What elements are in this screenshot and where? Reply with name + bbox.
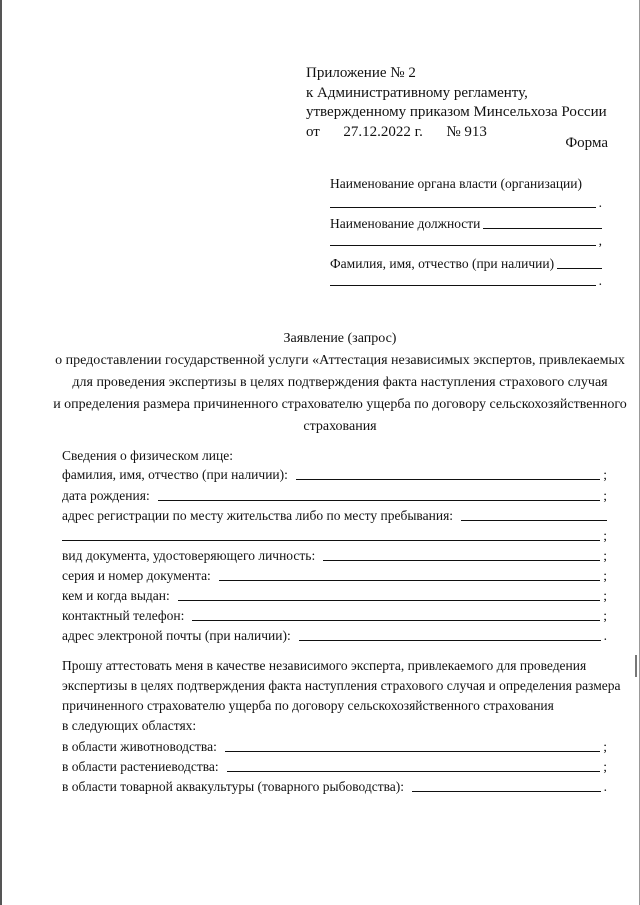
position-field-line[interactable] [483,228,602,229]
crop-row[interactable] [62,757,607,775]
authority-field-line[interactable] [330,207,596,208]
request-line: экспертизы в целях подтверждения факта наступления страхового случая и определения размера [62,678,621,693]
position-label: Наименование должности [330,216,481,231]
from-label: от [306,123,320,140]
livestock-field[interactable] [225,751,600,752]
crop-label: в области растениеводства: [62,759,219,774]
punctuation: ; [603,568,607,583]
person-address-field-2[interactable] [62,540,600,541]
punctuation: . [603,628,607,643]
person-phone-row[interactable] [62,606,607,624]
request-line: причиненного страхователю ущерба по договору сельскохозяйственного страхования [62,698,554,713]
position-field-line-2[interactable] [330,245,596,246]
person-email-field[interactable] [299,640,601,641]
person-birth-label: дата рождения: [62,488,150,503]
punctuation: . [598,195,602,210]
person-address-field[interactable] [461,520,607,521]
person-fio-label: фамилия, имя, отчество (при наличии): [62,467,288,482]
person-doc-number-label: серия и номер документа: [62,568,211,583]
fio-field-row[interactable] [330,275,602,289]
appendix-number: № 913 [446,123,487,140]
position-row[interactable] [330,216,602,232]
fio-row[interactable] [330,256,602,272]
punctuation: ; [603,739,607,754]
person-doc-type-field[interactable] [323,560,600,561]
authority-label-row [330,176,602,192]
appendix-header [306,64,607,142]
punctuation: , [598,233,602,248]
person-issued-field[interactable] [178,600,600,601]
request-line: Прошу аттестовать меня в качестве независимого эксперта, привлекаемого для проведения [62,658,587,673]
person-issued-row[interactable] [62,586,607,604]
punctuation: ; [603,548,607,563]
punctuation: ; [603,588,607,603]
person-doc-number-field[interactable] [219,580,600,581]
person-doc-number-row[interactable] [62,566,607,584]
heading-line: для проведения экспертизы в целях подтверждения факта наступления страхового случая [72,375,608,390]
scan-border-left [0,0,2,905]
appendix-line: Приложение № 2 [306,65,416,81]
person-fio-row[interactable] [62,465,607,483]
scan-mark [635,655,637,677]
heading-line: страхования [303,419,377,434]
fio-field-line[interactable] [557,268,602,269]
position-field-row[interactable] [330,235,602,249]
person-address-row-2[interactable] [62,526,607,544]
appendix-date-line [306,123,607,143]
punctuation: ; [603,488,607,503]
request-line: в следующих областях: [62,718,197,733]
person-address-row[interactable] [62,506,607,524]
person-section-title-row [62,446,607,464]
livestock-row[interactable] [62,737,607,755]
punctuation: ; [603,467,607,482]
punctuation: . [598,273,602,288]
person-birth-field[interactable] [158,500,601,501]
person-doc-type-row[interactable] [62,546,607,564]
aquaculture-row[interactable] [62,777,607,795]
person-birth-row[interactable] [62,486,607,504]
appendix-line: к Административному регламенту, [306,84,528,101]
aquaculture-label: в области товарной аквакультуры (товарного рыбоводства): [62,779,405,794]
person-issued-label: кем и когда выдан: [62,588,170,603]
punctuation: ; [603,759,607,774]
person-address-label: адрес регистрации по месту жительства либо по месту пребывания: [62,508,454,523]
livestock-label: в области животноводства: [62,739,217,754]
punctuation: ; [603,608,607,623]
person-section-title: Сведения о физическом лице: [62,448,233,463]
fio-field-line-2[interactable] [330,285,596,286]
appendix-line: утвержденному приказом Минсельхоза России [306,104,607,120]
form-label: Форма [565,135,608,151]
authority-field-row[interactable] [330,197,602,211]
punctuation: . [603,779,607,794]
application-heading [40,328,640,438]
crop-field[interactable] [227,771,601,772]
person-email-label: адрес электроной почты (при наличии): [62,628,291,643]
fio-label: Фамилия, имя, отчество (при наличии) [330,256,555,271]
person-phone-label: контактный телефон: [62,608,185,623]
punctuation: ; [603,528,607,543]
person-email-row[interactable] [62,626,607,644]
person-phone-field[interactable] [192,620,600,621]
heading-line: о предоставлении государственной услуги «Аттестация независимых экспертов, привлекаемых [55,353,625,368]
appendix-date: 27.12.2022 г. [343,123,423,140]
person-fio-field[interactable] [296,479,600,480]
heading-line: и определения размера причиненного страхователю ущерба по договору сельскохозяйственного [53,397,627,412]
heading-title: Заявление (запрос) [283,331,397,346]
person-doc-type-label: вид документа, удостоверяющего личность: [62,548,316,563]
authority-label: Наименование органа власти (организации) [330,176,582,191]
aquaculture-field[interactable] [412,791,601,792]
